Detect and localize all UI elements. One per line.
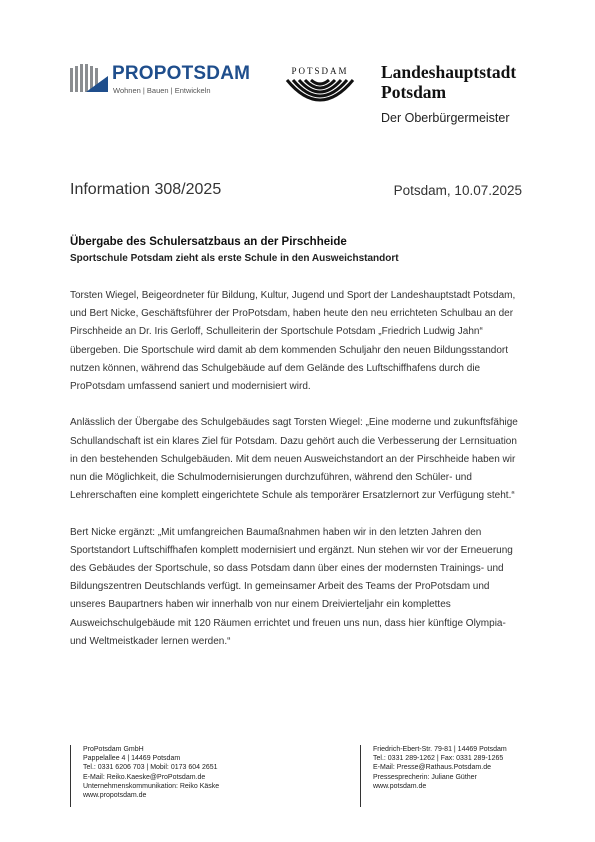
seal-text: POTSDAM	[291, 66, 349, 76]
footer-line: Tel.: 0331 6206 703 | Mobil: 0173 604 2651	[83, 764, 218, 772]
paragraph: Anlässlich der Übergabe des Schulgebäudes sagt Torsten Wiegel: „Eine moderne und zukunftsfähige Schullandschaft ist ein klares Ziel für Potsdam. Dazu gehört auch die Verbesserung der Lernsituation in den bestehenden Schulgebäuden. Mit dem neuen Ausweichstandort an der Pirschheide haben wir nun die Möglichkeit, die Schulmodernisierungen durchzuführen, während den Schüler- und Lehrerschaften eine komplett eingerichtete Schule als temporärer Ersatzlernort zur Verfügung steht.“	[70, 417, 518, 502]
city-name-line1: Landeshauptstadt	[381, 62, 517, 82]
city-name-line2: Potsdam	[381, 82, 447, 102]
footer-website-link[interactable]: www.propotsdam.de	[83, 792, 147, 800]
footer-propotsdam-contact	[70, 745, 283, 807]
footer-line: Friedrich-Ebert-Str. 79-81 | 14469 Potsdam	[373, 746, 507, 753]
footer-line: Unternehmenskommunikation: Reiko Käske	[83, 782, 220, 790]
footer-line: Pressesprecherin: Juliane Güther	[373, 773, 477, 781]
footer-line: ProPotsdam GmbH	[83, 746, 144, 753]
body-text	[70, 287, 525, 669]
potsdam-seal	[279, 66, 361, 116]
footer-email[interactable]: E-Mail: Presse@Rathaus.Potsdam.de	[373, 764, 491, 772]
footer-website-link[interactable]: www.potsdam.de	[373, 782, 427, 790]
date-line: Potsdam, 10.07.2025	[393, 183, 522, 198]
propotsdam-tagline: Wohnen | Bauen | Entwickeln	[113, 86, 211, 95]
propotsdam-bars-icon	[70, 64, 108, 96]
headline: Übergabe des Schulersatzbaus an der Pirschheide	[70, 236, 347, 248]
subheadline: Sportschule Potsdam zieht als erste Schule in den Ausweichstandort	[70, 253, 399, 264]
paragraph: Torsten Wiegel, Beigeordneter für Bildung, Kultur, Jugend und Sport der Landeshauptstadt Potsdam, und Bert Nicke, Geschäftsführer der ProPotsdam, haben heute den neu errichteten Schulbau an der Pirschheide an Dr. Iris Gerloff, Schulleiterin der Sportschule Potsdam „Friedrich Ludwig Jahn“ übergeben. Die Sportschule wird damit ab dem kommenden Schuljahr den neuen Bildungsstandort nutzen können, während das Schulgebäude auf dem Gelände des Luftschiffhafens durch die ProPotsdam umfassend saniert und modernisiert wird.	[70, 290, 516, 393]
footer-line: Tel.: 0331 289-1262 | Fax: 0331 289-1265	[373, 755, 504, 763]
seal-arcs-icon	[279, 76, 361, 116]
mayor-line: Der Oberbürgermeister	[381, 111, 510, 125]
propotsdam-logo	[70, 62, 270, 102]
footer-line: Pappelallee 4 | 14469 Potsdam	[83, 755, 181, 763]
city-header	[381, 62, 516, 125]
footer-city-contact	[360, 745, 548, 807]
footer-email[interactable]: E-Mail: Reiko.Kaeske@ProPotsdam.de	[83, 773, 206, 781]
paragraph: Bert Nicke ergänzt: „Mit umfangreichen Baumaßnahmen haben wir in den letzten Jahren den Sportstandort Luftschiffhafen komplett modernisiert und ergänzt. Nun stehen wir vor der Erneuerung des Gebäudes der Sportschule, so dass Potsdam dann über eines der modernsten Trainings- und Bildungszentren Deutschlands verfügt. In gemeinsamer Arbeit des Teams der ProPotsdam und unseres Baupartners haben wir innerhalb von nur einem Dreivierteljahr ein komplettes Ausweichschulgebäude mit 120 Räumen errichtet und freuen uns nun, dass hier künftige Olympia- und Weltmeistkader lernen werden.“	[70, 526, 513, 647]
information-number: Information 308/2025	[70, 181, 222, 198]
propotsdam-name: PROPOTSDAM	[112, 63, 251, 84]
